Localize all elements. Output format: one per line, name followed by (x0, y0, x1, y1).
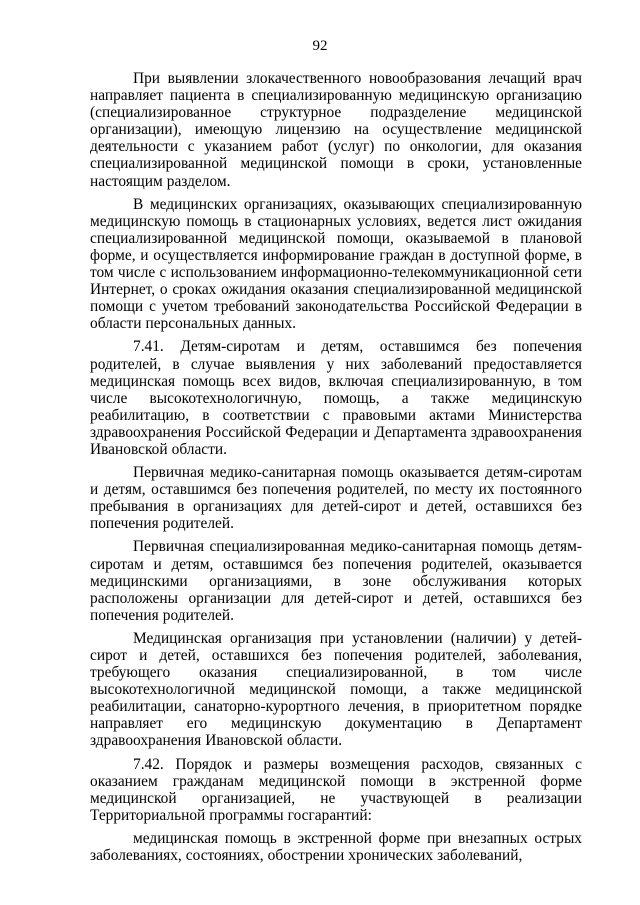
paragraph: Первичная специализированная медико-санитарная помощь детям-сиротам и детям, оставшимся без попечения родителей, оказывается медицинскими организациями, в зоне обслуживания которых расположены организации для детей-сирот и детей, оставшихся без попечения родителей. (90, 538, 582, 624)
paragraph: 7.41. Детям-сиротам и детям, оставшимся без попечения родителей, в случае выявления у них заболеваний предоставляется медицинская помощь всех видов, включая специализированную, в том числе высокотехнологичную, помощь, а также медицинскую реабилитацию, в соответствии с правовыми актами Министерства здравоохранения Российской Федерации и Департамента здравоохранения Ивановской области. (90, 338, 582, 458)
paragraph: В медицинских организациях, оказывающих специализированную медицинскую помощь в стационарных условиях, ведется лист ожидания специализированной медицинской помощи, оказываемой в плановой форме, и осуществляется информирование граждан в доступной форме, в том числе с использованием информационно-телекоммуникационной сети Интернет, о сроках ожидания оказания специализированной медицинской помощи с учетом требований законодательства Российской Федерации в области персональных данных. (90, 195, 582, 333)
paragraph: Первичная медико-санитарная помощь оказывается детям-сиротам и детям, оставшимся без попечения родителей, по месту их постоянного пребывания в организациях для детей-сирот и детей, оставшихся без попечения родителей. (90, 464, 582, 533)
paragraph: При выявлении злокачественного новообразования лечащий врач направляет пациента в специализированную медицинскую организацию (специализированное структурное подразделение медицинской организации), имеющую лицензию на осуществление медицинской деятельности с указанием работ (услуг) по онкологии, для оказания специализированной медицинской помощи в сроки, установленные настоящим разделом. (90, 70, 582, 190)
paragraph: 7.42. Порядок и размеры возмещения расходов, связанных с оказанием гражданам медицинской помощи в экстренной форме медицинской организацией, не участвующей в реализации Территориальной программы госгарантий: (90, 755, 582, 824)
paragraph: Медицинская организация при установлении (наличии) у детей-сирот и детей, оставшихся без попечения родителей, заболевания, требующего оказания специализированной, в том числе высокотехнологичной медицинской помощи, а также медицинской реабилитации, санаторно-курортного лечения, в приоритетном порядке направляет его медицинскую документацию в Департамент здравоохранения Ивановской области. (90, 629, 582, 750)
document-body (90, 70, 582, 864)
page-number: 92 (312, 38, 328, 54)
paragraph: медицинская помощь в экстренной форме при внезапных острых заболеваниях, состояниях, обострении хронических заболеваний, (90, 829, 582, 865)
